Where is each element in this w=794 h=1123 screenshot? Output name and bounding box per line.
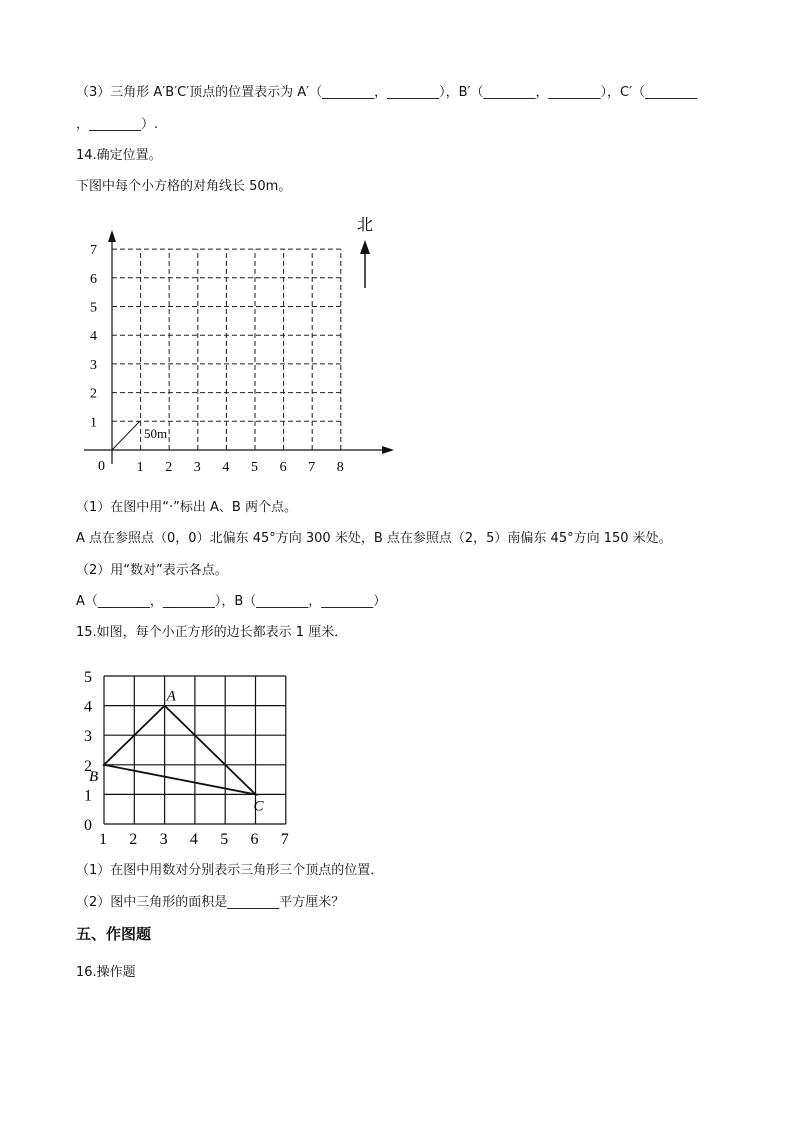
q15-x-tick-label: 7 [280,831,289,848]
q14-y-tick-label: 4 [90,329,97,345]
q14-y-arrow [108,230,116,242]
q14-x-tick-label: 6 [279,460,287,475]
q15-x-tick-label: 4 [189,831,198,848]
q15-y-tick-label: 1 [84,787,92,805]
q15-triangle-abc [104,706,256,795]
q15-part2: （2）图中三角形的面积是________平方厘米？ [76,895,345,910]
q14-x-tick-label: 4 [222,460,230,475]
q14-part2: （2）用“数对”表示各点。 [76,563,228,578]
q14-y-tick-label: 7 [90,243,97,259]
q15-x-tick-label: 5 [220,831,229,848]
q14-title: 14.确定位置。 [76,148,162,163]
q14-part2-answer: A（________，________），B（________，________） [76,594,387,609]
q14-x-arrow [382,446,394,454]
q14-y-tick-label: 3 [90,357,97,373]
q16-title: 16.操作题 [76,965,136,980]
q14-intro: 下图中每个小方格的对角线长 50m。 [76,179,292,194]
north-label: 北 [357,217,374,234]
q14-x-tick-label: 8 [336,460,344,475]
q14-part1: （1）在图中用“·”标出 A、B 两个点。 [76,500,297,515]
q15-title: 15.如图，每个小正方形的边长都表示 1 厘米． [76,625,348,640]
q15-vertex-label: A [166,688,176,705]
q15-y-tick-label: 0 [84,817,92,834]
q14-y-tick-label: 5 [90,300,97,316]
q14-diagonal-label: 50m [144,426,168,441]
q15-x-tick-label: 3 [159,831,168,848]
q15-part1: （1）在图中用数对分别表示三角形三个顶点的位置． [76,863,384,878]
q14-part1-detail: A 点在参照点（0，0）北偏东 45°方向 300 米处，B 点在参照点（2，5）南偏东 45°方向 150 米处。 [76,531,672,546]
q14-x-tick-label: 3 [193,460,201,475]
section5-title: 五、作图题 [76,925,152,943]
q15-x-tick-label: 2 [129,831,138,848]
q15-y-tick-label: 4 [84,698,92,716]
q13-part3-line2: ，________）. [76,117,159,132]
q14-x-tick-label: 1 [136,460,144,475]
q14-diagonal-line [112,421,140,450]
q15-vertex-label: B [89,768,99,785]
q15-y-tick-label: 5 [84,669,92,686]
q15-x-tick-label: 6 [250,831,259,848]
q15-y-tick-label: 2 [84,757,92,775]
q14-origin-label: 0 [98,459,105,474]
q14-x-tick-label: 5 [251,460,258,475]
q13-part3-line1: （3）三角形 A′B′C′顶点的位置表示为 A′（________，________），B′（________，________），C′（________ [76,85,698,100]
q14-x-tick-label: 7 [308,460,316,475]
q15-grid-figure [78,662,328,852]
q15-y-tick-label: 3 [84,728,92,746]
q14-y-tick-label: 6 [90,271,97,287]
q15-x-tick-label: 1 [99,831,107,848]
north-arrow-head [360,240,370,254]
q14-y-tick-label: 2 [90,386,97,402]
q14-x-tick-label: 2 [165,460,173,475]
q15-vertex-label: C [253,798,264,815]
q14-y-tick-label: 1 [90,415,97,431]
q14-grid-figure [78,212,398,484]
